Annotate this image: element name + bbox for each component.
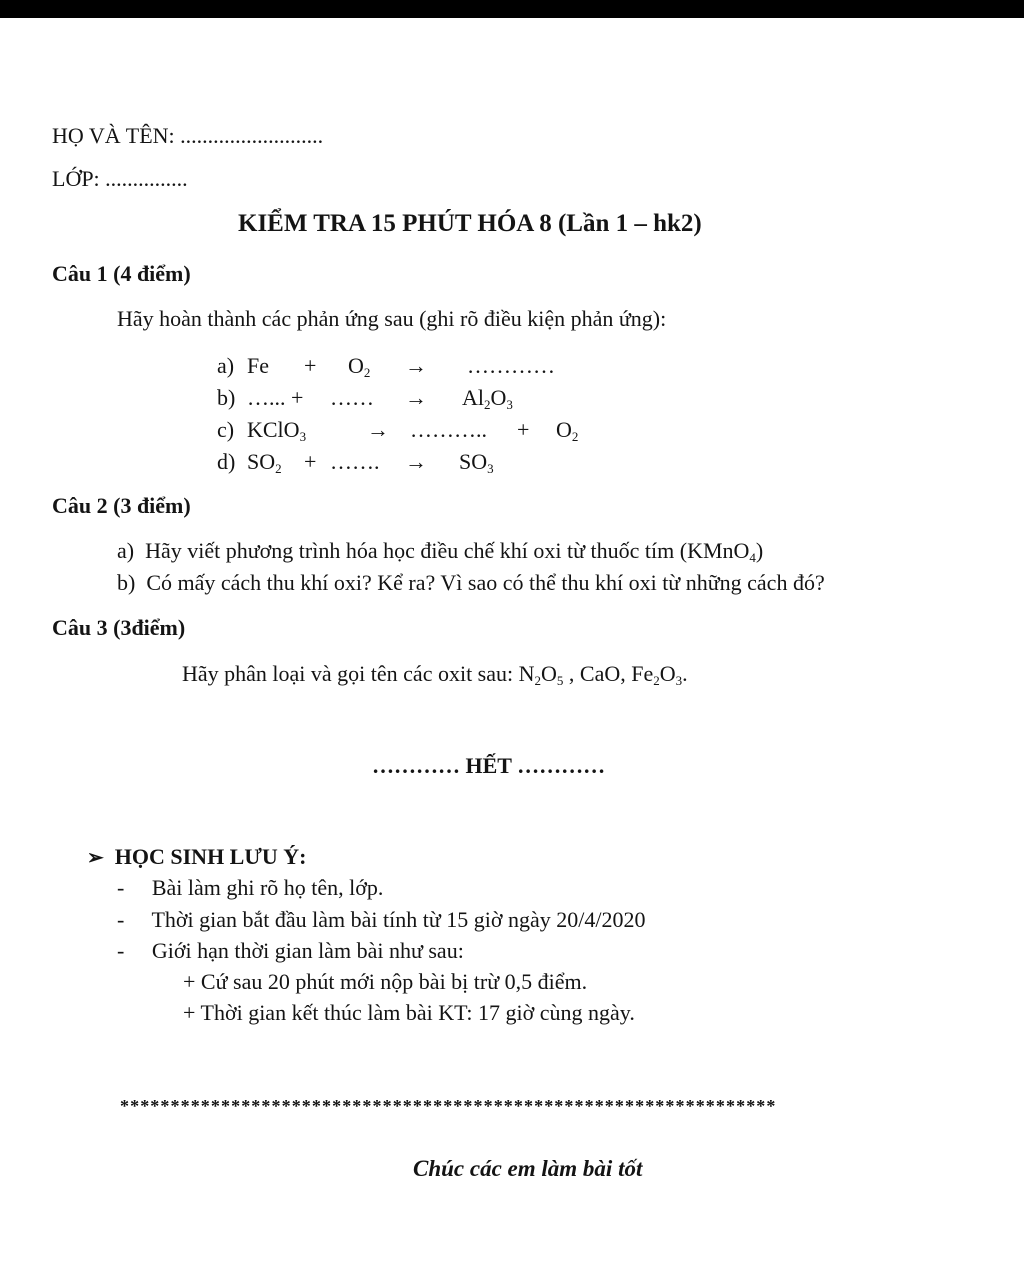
q3-heading: Câu 3 (3điểm) (52, 615, 186, 640)
reaction-label: c) (217, 417, 235, 442)
blank-reactant: ……. (330, 449, 380, 474)
blank-product: ………… (467, 353, 555, 378)
blank-product: ……….. (410, 417, 487, 442)
page-title: KIỂM TRA 15 PHÚT HÓA 8 (Lần 1 – hk2) (238, 210, 702, 237)
q1-instruction: Hãy hoàn thành các phản ứng sau (ghi rõ điều kiện phản ứng): (117, 306, 667, 331)
arrow-icon: → (405, 449, 427, 474)
reaction-label: a) (217, 353, 235, 378)
reactant: KClO$_3$ (247, 417, 307, 444)
dash-bullet: - (117, 938, 125, 963)
product: $Al_2O_3$ (462, 385, 513, 412)
arrow-icon: → (367, 417, 389, 442)
star-divider: ***************************************************************** (120, 1096, 777, 1116)
top-black-bar (0, 0, 1024, 18)
arrow-bullet-icon: ➢ (87, 847, 104, 869)
name-field-label: HỌ VÀ TÊN: .......................... (52, 123, 324, 148)
closing-message: Chúc các em làm bài tốt (413, 1156, 643, 1181)
plus-sign: + (304, 353, 317, 378)
q3-text: Hãy phân loại và gọi tên các oxit sau: $N_2O_5$ , CaO, $Fe_2O_3$. (182, 661, 688, 688)
q2-item-a: a) Hãy viết phương trình hóa học điều chế khí oxi từ thuốc tím (KMnO$_4$) (117, 538, 764, 565)
product: $SO_3$ (459, 449, 494, 476)
blank-reactant: …… (330, 385, 374, 410)
q2-heading: Câu 2 (3 điểm) (52, 493, 191, 518)
plus-sign: + (517, 417, 530, 442)
end-mark: ………… HẾT ………… (372, 753, 606, 778)
class-field-label: LỚP: ............... (52, 166, 188, 191)
note-item: - Thời gian bắt đầu làm bài tính từ 15 giờ ngày 20/4/2020 (117, 907, 646, 932)
notes-heading-row (87, 843, 306, 872)
reactant: $SO_2$ (247, 449, 282, 476)
arrow-icon: → (405, 353, 427, 378)
product: $O_2$ (556, 417, 579, 444)
note-item: - Giới hạn thời gian làm bài như sau: (117, 938, 464, 963)
reactant: Fe (247, 353, 269, 378)
note-item: - Bài làm ghi rõ họ tên, lớp. (117, 875, 384, 900)
reactant: $O_2$ (348, 353, 371, 380)
dash-bullet: - (117, 907, 125, 932)
q1-heading: Câu 1 (4 điểm) (52, 261, 191, 286)
note-sub-item: + Cứ sau 20 phút mới nộp bài bị trừ 0,5 điểm. (183, 969, 588, 994)
blank-reactant: …... + (247, 385, 304, 410)
plus-sign: + (304, 449, 317, 474)
arrow-icon: → (405, 385, 427, 410)
reaction-label: d) (217, 449, 236, 474)
q2-item-b: b) Có mấy cách thu khí oxi? Kể ra? Vì sao có thể thu khí oxi từ những cách đó? (117, 570, 825, 595)
notes-heading: HỌC SINH LƯU Ý: (114, 844, 307, 869)
note-sub-item: + Thời gian kết thúc làm bài KT: 17 giờ cùng ngày. (183, 1000, 635, 1025)
dash-bullet: - (117, 875, 125, 900)
reaction-label: b) (217, 385, 236, 410)
